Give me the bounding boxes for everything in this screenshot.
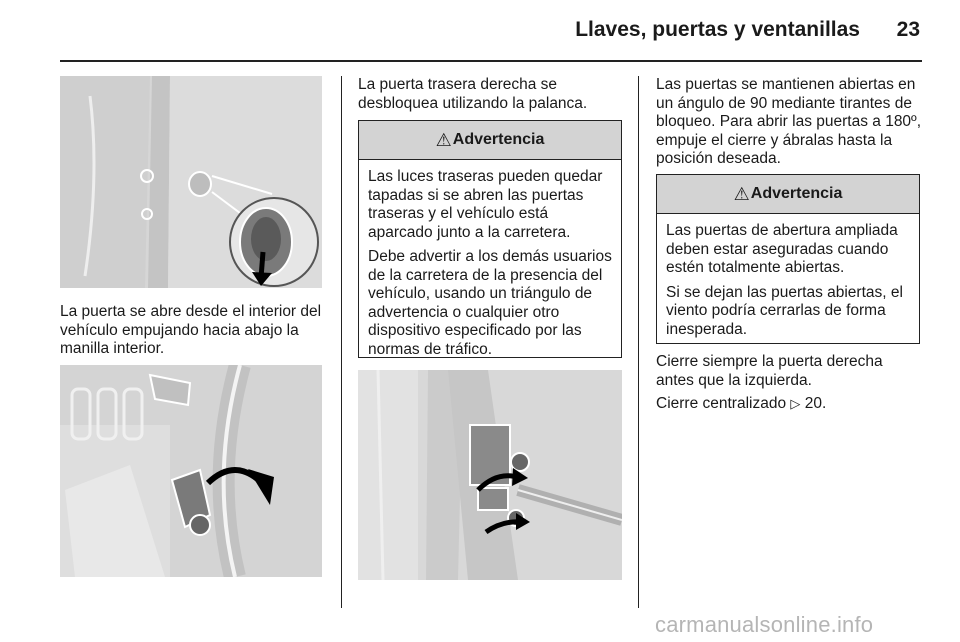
warning-box-wide-open [656, 174, 920, 344]
warning-title: Advertencia [750, 185, 843, 202]
warning-box-lights [358, 120, 622, 358]
crossref-central-locking [656, 395, 924, 415]
figure-door-check-strap [358, 370, 622, 580]
paragraph-lever-unlock: La puerta trasera derecha se desbloquea utilizando la palanca. [358, 76, 588, 112]
page-header-title: Llaves, puertas y ventanillas [575, 18, 860, 41]
warning-triangle-icon: ⚠ [733, 183, 750, 205]
page-number: 23 [896, 18, 920, 41]
warning-triangle-icon: ⚠ [435, 129, 452, 151]
footer-watermark: carmanualsonline.info [655, 612, 874, 637]
crossref-page[interactable]: 20. [804, 395, 827, 412]
warning-title: Advertencia [452, 131, 545, 148]
warning-header [657, 175, 919, 214]
figure-rear-door-lever [60, 365, 322, 577]
header-rule [60, 60, 922, 62]
figure-door-interior-handle [60, 76, 322, 288]
warning-text-2: Si se dejan las puertas abiertas, el viento podría cerrarlas de forma inesperada. [666, 283, 903, 338]
column-divider-2 [638, 76, 639, 608]
paragraph-close-order: Cierre siempre la puerta derecha antes que la izquierda. [656, 353, 883, 389]
paragraph-interior-handle: La puerta se abre desde el interior del vehículo empujando hacia abajo la manilla interior. [60, 303, 322, 357]
crossref-label: Cierre centralizado [656, 395, 787, 412]
warning-text-1: Las luces traseras pueden quedar tapadas si se abren las puertas traseras y el vehículo está aparcado junto a la carretera. [368, 168, 603, 241]
warning-text-2: Debe advertir a los demás usuarios de la carretera de la presencia del vehículo, usando un triángulo de advertencia o cualquier otro dispositivo especificado por las normas de tráfico. [368, 248, 612, 358]
paragraph-check-straps: Las puertas se mantienen abiertas en un ángulo de 90 mediante tirantes de bloqueo. Para abrir las puertas a 180º, empuje el cierre y ábralas hasta la posición deseada. [656, 76, 922, 167]
warning-text-1: Las puertas de abertura ampliada deben estar aseguradas cuando estén totalmente abiertas. [666, 222, 898, 276]
warning-header [359, 121, 621, 160]
column-divider-1 [341, 76, 342, 608]
crossref-arrow-icon: ▷ [790, 397, 801, 412]
